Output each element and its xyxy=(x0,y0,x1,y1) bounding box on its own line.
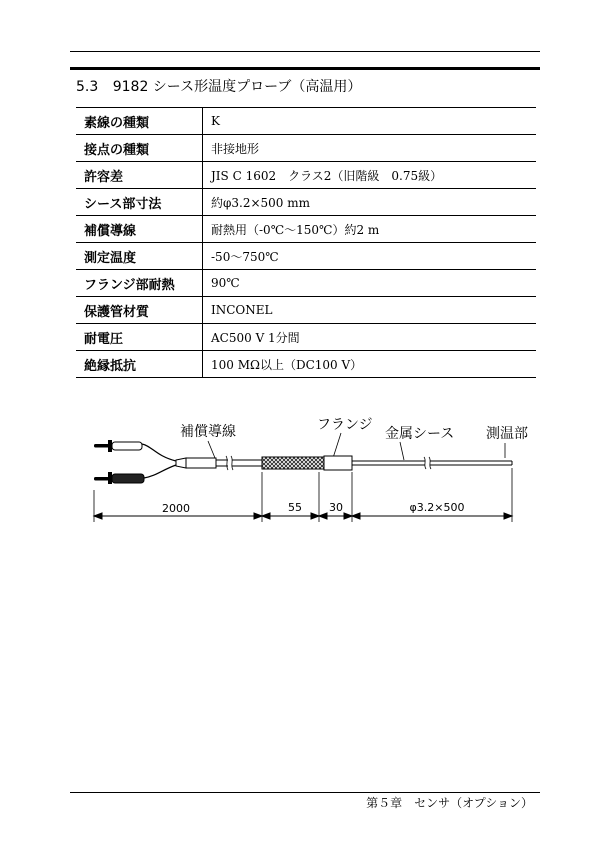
probe-diagram xyxy=(0,400,595,530)
compensating-wire xyxy=(176,456,262,470)
table-row xyxy=(76,216,536,243)
header-rule xyxy=(70,51,540,52)
spec-table xyxy=(76,107,536,378)
spec-label: 許容差 xyxy=(76,162,203,189)
table-row xyxy=(76,135,536,162)
spec-label: 接点の種類 xyxy=(76,135,203,162)
section-heading xyxy=(76,76,361,96)
table-row xyxy=(76,243,536,270)
dimension-flange-length: 30 xyxy=(329,501,343,514)
dimension-sheath-size: φ3.2×500 xyxy=(409,501,465,514)
spec-value: 非接地形 xyxy=(203,135,537,162)
spec-value: 耐熱用（-0℃～150℃）約2 m xyxy=(203,216,537,243)
dimension-transition-length: 55 xyxy=(288,501,302,514)
section-title: 9182 シース形温度プローブ（高温用） xyxy=(112,79,362,95)
section-number: 5.3 xyxy=(76,79,99,95)
spec-value: INCONEL xyxy=(203,297,537,324)
spec-label: シース部寸法 xyxy=(76,189,203,216)
spec-label: フランジ部耐熱 xyxy=(76,270,203,297)
spec-value: AC500 V 1分間 xyxy=(203,324,537,351)
spec-label: 素線の種類 xyxy=(76,108,203,135)
section-rule xyxy=(70,67,540,70)
spec-label: 測定温度 xyxy=(76,243,203,270)
spec-value: 約φ3.2×500 mm xyxy=(203,189,537,216)
spec-value: 90℃ xyxy=(203,270,537,297)
table-row xyxy=(76,108,536,135)
metal-sheath-leader xyxy=(400,442,404,460)
dimension-wire-length: 2000 xyxy=(162,502,190,515)
table-row xyxy=(76,297,536,324)
spec-label: 耐電圧 xyxy=(76,324,203,351)
spec-value: 100 MΩ以上（DC100 V） xyxy=(203,351,537,378)
page-footer: 第５章 センサ（オプション） xyxy=(366,796,533,810)
sensing-part-label: 測温部 xyxy=(486,426,528,442)
flange-label: フランジ xyxy=(317,417,373,433)
spec-label: 絶縁抵抗 xyxy=(76,351,203,378)
table-row xyxy=(76,270,536,297)
table-row xyxy=(76,189,536,216)
flange-leader xyxy=(333,433,341,458)
spec-value: K xyxy=(203,108,537,135)
spec-label: 補償導線 xyxy=(76,216,203,243)
flange xyxy=(324,456,352,470)
compensating-wire-leader xyxy=(208,441,215,458)
knurled-transition xyxy=(262,457,324,469)
spec-value: JIS C 1602 クラス2（旧階級 0.75級） xyxy=(203,162,537,189)
table-row xyxy=(76,324,536,351)
metal-sheath-label: 金属シース xyxy=(385,426,455,442)
table-row xyxy=(76,162,536,189)
table-row xyxy=(76,351,536,378)
plug-upper xyxy=(94,440,178,462)
spec-label: 保護管材質 xyxy=(76,297,203,324)
footer-rule xyxy=(70,792,540,793)
plug-lower xyxy=(94,464,178,484)
spec-value: -50～750℃ xyxy=(203,243,537,270)
metal-sheath xyxy=(352,457,512,469)
compensating-wire-label: 補償導線 xyxy=(180,424,236,440)
